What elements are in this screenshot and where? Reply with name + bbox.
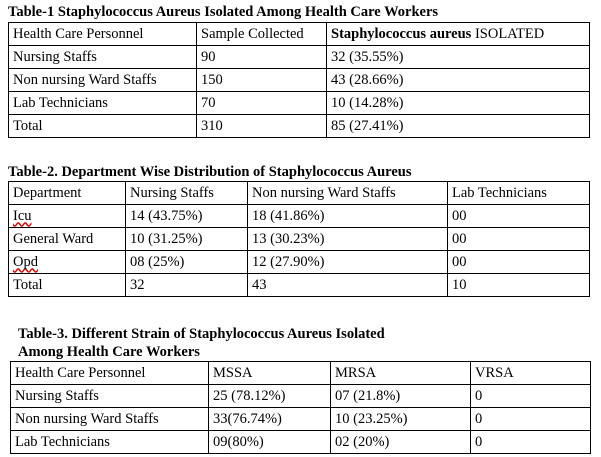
header-cell: Non nursing Ward Staffs (248, 182, 448, 205)
table1-caption: Table-1 Staphylococcus Aureus Isolated Among Health Care Workers (8, 4, 439, 20)
table-cell: 43 (28.66%) (327, 69, 590, 92)
table-cell: 00 (448, 228, 590, 251)
table-cell: 12 (27.90%) (248, 251, 448, 274)
table3 (10, 361, 591, 454)
table-cell: 10 (448, 274, 590, 297)
table-total-row (9, 115, 590, 138)
table-cell (9, 251, 126, 274)
table-header-row (9, 23, 590, 46)
table2 (8, 181, 590, 297)
department-name: Icu (13, 207, 32, 224)
isolated-label: ISOLATED (471, 25, 545, 42)
header-cell (327, 23, 590, 46)
table-cell: General Ward (9, 228, 126, 251)
header-cell: Health Care Personnel (9, 23, 197, 46)
table-cell: Total (9, 274, 126, 297)
table-row (11, 385, 591, 408)
table-row (9, 205, 590, 228)
table-cell: Total (9, 115, 197, 138)
table3-caption-line1: Table-3. Different Strain of Staphylococcus Aureus Isolated (18, 326, 385, 342)
table-row (9, 228, 590, 251)
table-cell: 25 (78.12%) (209, 385, 331, 408)
table-header-row (11, 362, 591, 385)
table-cell: 14 (43.75%) (126, 205, 248, 228)
table-cell: 70 (197, 92, 327, 115)
table-cell: 0 (471, 408, 591, 431)
table-row (9, 251, 590, 274)
table-cell: Lab Technicians (9, 92, 197, 115)
header-cell: Sample Collected (197, 23, 327, 46)
table3-caption-line2: Among Health Care Workers (18, 344, 200, 360)
table-cell: 32 (126, 274, 248, 297)
table-cell: 08 (25%) (126, 251, 248, 274)
header-cell: Lab Technicians (448, 182, 590, 205)
table-cell: 09(80%) (209, 431, 331, 454)
species-name: Staphylococcus aureus (331, 25, 472, 42)
table-cell: 00 (448, 205, 590, 228)
table-cell: 43 (248, 274, 448, 297)
table-cell: 90 (197, 46, 327, 69)
header-cell: Nursing Staffs (126, 182, 248, 205)
table-header-row (9, 182, 590, 205)
table-row (9, 92, 590, 115)
table-cell (9, 205, 126, 228)
table-cell: Non nursing Ward Staffs (9, 69, 197, 92)
table-cell: 32 (35.55%) (327, 46, 590, 69)
table-cell: 150 (197, 69, 327, 92)
table-cell: 10 (31.25%) (126, 228, 248, 251)
department-name: Opd (13, 253, 38, 270)
table-cell: Non nursing Ward Staffs (11, 408, 209, 431)
header-cell: Department (9, 182, 126, 205)
table-row (9, 46, 590, 69)
header-cell: MRSA (331, 362, 471, 385)
table-total-row (9, 274, 590, 297)
table2-caption: Table-2. Department Wise Distribution of Staphylococcus Aureus (8, 164, 412, 180)
header-cell: VRSA (471, 362, 591, 385)
table-row (11, 431, 591, 454)
table-row (9, 69, 590, 92)
table-cell: 310 (197, 115, 327, 138)
table-cell: 00 (448, 251, 590, 274)
table-cell: 10 (14.28%) (327, 92, 590, 115)
table-cell: 0 (471, 385, 591, 408)
table-cell: 18 (41.86%) (248, 205, 448, 228)
header-cell: MSSA (209, 362, 331, 385)
table-cell: 13 (30.23%) (248, 228, 448, 251)
table-row (11, 408, 591, 431)
table-cell: 10 (23.25%) (331, 408, 471, 431)
table1 (8, 22, 590, 138)
table-cell: 07 (21.8%) (331, 385, 471, 408)
header-cell: Health Care Personnel (11, 362, 209, 385)
table-cell: Lab Technicians (11, 431, 209, 454)
table-cell: Nursing Staffs (9, 46, 197, 69)
table-cell: Nursing Staffs (11, 385, 209, 408)
table-cell: 0 (471, 431, 591, 454)
table-cell: 33(76.74%) (209, 408, 331, 431)
table-cell: 02 (20%) (331, 431, 471, 454)
table-cell: 85 (27.41%) (327, 115, 590, 138)
